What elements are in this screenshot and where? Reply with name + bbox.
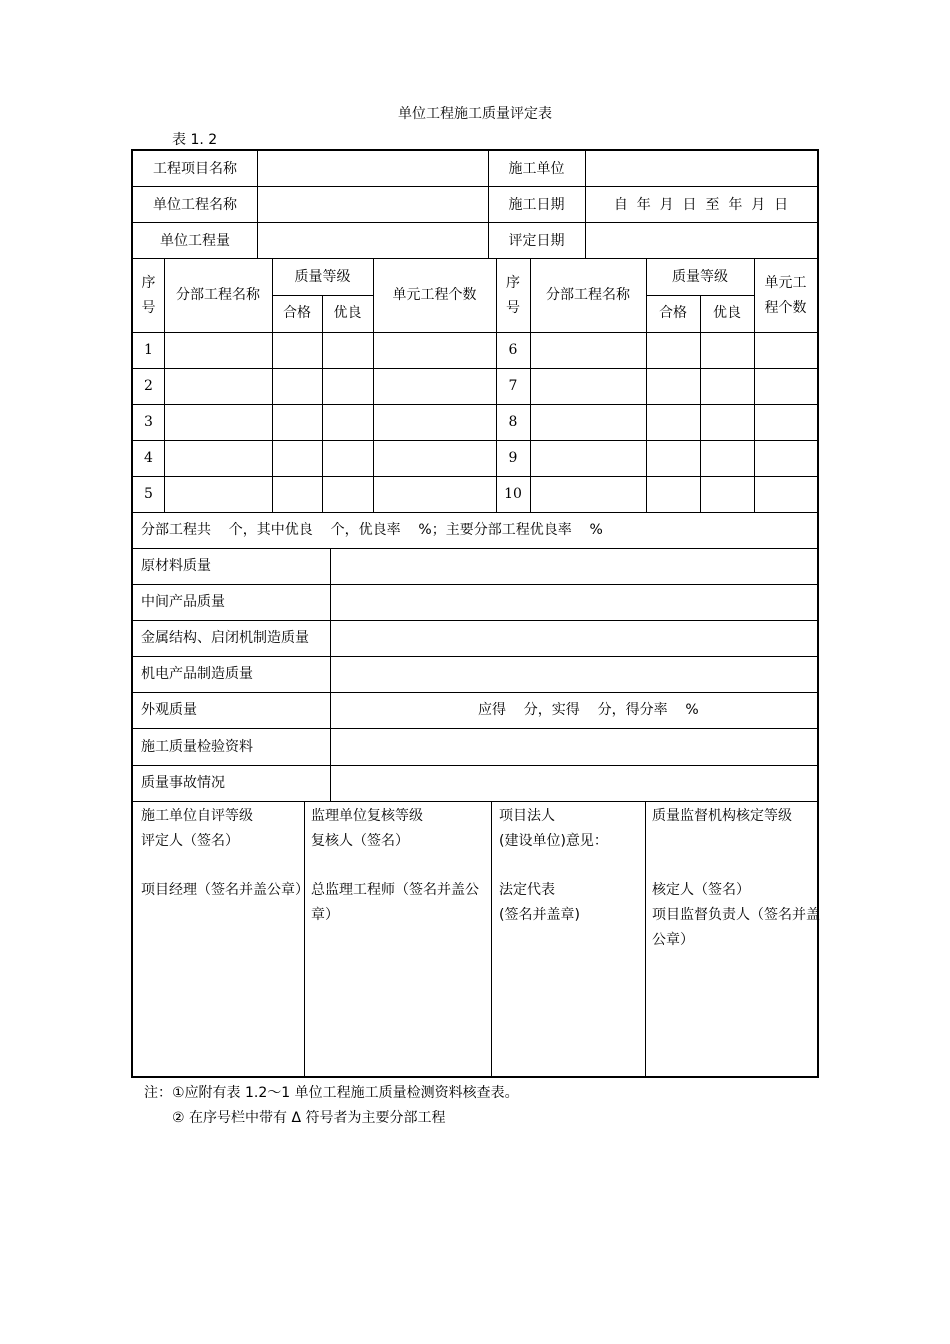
row-line bbox=[133, 728, 817, 729]
row-number: 10 bbox=[504, 486, 522, 502]
row-line bbox=[133, 476, 817, 477]
excellent-header: 优良 bbox=[333, 305, 362, 321]
row-line bbox=[133, 368, 817, 369]
pass-header: 合格 bbox=[283, 305, 311, 321]
contractor-label: 施工单位 bbox=[508, 161, 565, 177]
row-number: 6 bbox=[508, 342, 518, 358]
metal-structure-label: 金属结构、启闭机制造质量 bbox=[141, 630, 309, 646]
row-line bbox=[133, 765, 817, 766]
sig-contractor-grade: 施工单位自评等级 bbox=[141, 808, 253, 824]
col-line bbox=[645, 801, 646, 1076]
intermediate-label: 中间产品质量 bbox=[141, 594, 225, 610]
unit-count-header: 单元工程个数 bbox=[392, 287, 477, 303]
sig-supervisor-reviewer: 复核人（签名） bbox=[311, 833, 409, 849]
excellent-header: 优良 bbox=[713, 305, 741, 321]
row-line bbox=[133, 548, 817, 549]
project-name-label: 工程项目名称 bbox=[153, 161, 237, 177]
sig-inspection-lead-cont: 公章） bbox=[652, 932, 694, 948]
row-line bbox=[133, 440, 817, 441]
row-number: 2 bbox=[144, 378, 153, 394]
seq-header: 序 bbox=[506, 275, 520, 291]
raw-material-label: 原材料质量 bbox=[141, 558, 211, 574]
row-number: 8 bbox=[508, 414, 518, 430]
sig-project-manager: 项目经理（签名并盖公章） bbox=[141, 882, 309, 898]
row-line bbox=[133, 222, 817, 223]
sig-contractor-evaluator: 评定人（签名） bbox=[141, 833, 239, 849]
seq-header: 号 bbox=[141, 300, 156, 316]
unit-name-label: 单位工程名称 bbox=[153, 197, 237, 213]
col-line bbox=[700, 295, 701, 512]
seq-header: 号 bbox=[506, 300, 520, 316]
col-line bbox=[330, 548, 331, 801]
col-line bbox=[272, 258, 273, 512]
unit-count-header: 程个数 bbox=[764, 300, 807, 316]
col-line bbox=[754, 258, 755, 512]
appearance-score: 应得 分，实得 分，得分率 % bbox=[478, 702, 699, 718]
sig-chief-supervisor-cont: 章） bbox=[311, 907, 339, 923]
accidents-label: 质量事故情况 bbox=[141, 775, 225, 791]
sig-chief-supervisor: 总监理工程师（签名并盖公 bbox=[311, 882, 479, 898]
row-number: 4 bbox=[144, 450, 153, 466]
row-number: 5 bbox=[144, 486, 153, 502]
row-number: 1 bbox=[144, 342, 153, 358]
sig-legal-rep-seal: (签名并盖章) bbox=[499, 907, 580, 923]
row-number: 7 bbox=[508, 378, 518, 394]
row-line bbox=[133, 692, 817, 693]
seq-header: 序 bbox=[141, 275, 156, 291]
unit-quantity-label: 单位工程量 bbox=[160, 233, 230, 249]
note-1: 注：①应附有表 1.2～1 单位工程施工质量检测资料核查表。 bbox=[144, 1085, 519, 1101]
row-line bbox=[133, 258, 817, 259]
sig-supervisor-grade: 监理单位复核等级 bbox=[311, 808, 423, 824]
eval-date-label: 评定日期 bbox=[508, 233, 565, 249]
row-line bbox=[133, 512, 817, 513]
construction-date-value: 自 年 月 日 至 年 月 日 bbox=[613, 197, 789, 213]
sig-inspection-lead: 项目监督负责人（签名并盖 bbox=[652, 907, 820, 923]
sig-owner: 项目法人 bbox=[499, 808, 555, 824]
sig-legal-rep: 法定代表 bbox=[499, 882, 555, 898]
row-line bbox=[133, 332, 817, 333]
sub-name-header: 分部工程名称 bbox=[546, 287, 630, 303]
sig-owner-opinion: (建设单位)意见： bbox=[499, 833, 608, 849]
sub-name-header: 分部工程名称 bbox=[176, 287, 260, 303]
row-number: 9 bbox=[508, 450, 518, 466]
summary-line: 分部工程共 个，其中优良 个，优良率 %；主要分部工程优良率 % bbox=[141, 522, 603, 538]
sig-inspection-grade: 质量监督机构核定等级 bbox=[652, 808, 792, 824]
col-line bbox=[491, 801, 492, 1076]
row-line bbox=[133, 584, 817, 585]
construction-date-label: 施工日期 bbox=[508, 197, 565, 213]
row-line bbox=[133, 801, 817, 802]
appearance-label: 外观质量 bbox=[141, 702, 197, 718]
col-line bbox=[304, 801, 305, 1076]
col-line bbox=[646, 258, 647, 512]
row-line bbox=[133, 186, 817, 187]
pass-header: 合格 bbox=[659, 305, 687, 321]
electromech-label: 机电产品制造质量 bbox=[141, 666, 253, 682]
inspection-data-label: 施工质量检验资料 bbox=[141, 739, 253, 755]
col-line bbox=[322, 295, 323, 512]
document-title: 单位工程施工质量评定表 bbox=[398, 106, 552, 122]
row-number: 3 bbox=[144, 414, 153, 430]
sig-inspector: 核定人（签名） bbox=[652, 882, 750, 898]
row-line bbox=[133, 656, 817, 657]
row-line bbox=[133, 620, 817, 621]
table-number: 表 1. 2 bbox=[172, 132, 218, 148]
row-line bbox=[133, 404, 817, 405]
quality-grade-header: 质量等级 bbox=[672, 269, 728, 285]
col-line bbox=[257, 151, 258, 258]
quality-grade-header: 质量等级 bbox=[294, 269, 351, 285]
evaluation-form-table bbox=[131, 149, 819, 1078]
unit-count-header: 单元工 bbox=[764, 275, 807, 291]
note-2: ② 在序号栏中带有 Δ 符号者为主要分部工程 bbox=[172, 1110, 446, 1126]
